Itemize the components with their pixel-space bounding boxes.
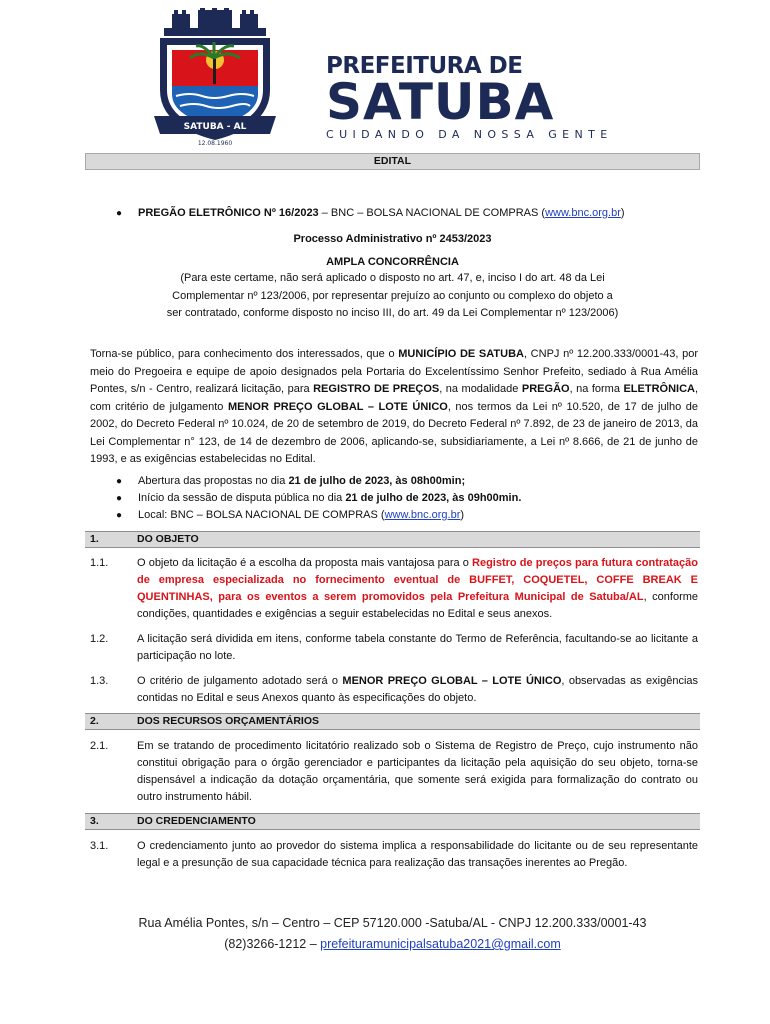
clause-number: 1.1. — [90, 557, 109, 569]
brand-wordmark — [326, 54, 666, 141]
brand-top-text: PREFEITURA DE — [326, 53, 523, 79]
clause-2-1: Em se tratando de procedimento licitatório realizado sob o Sistema de Registro de Preço, cujo instrumento não constitui obrigação para o órgão gerenciador e participantes da licitação pela aquisição do seu objeto, torna-se dispensável a indicação da dotação orçamentária, que somente será exigida para formalização do contrato ou outro instrumento hábil. — [137, 740, 698, 803]
footer-email-link[interactable]: prefeituramunicipalsatuba2021@gmail.com — [320, 937, 561, 951]
bullet-icon: ● — [116, 493, 123, 504]
section-title: DOS RECURSOS ORÇAMENTÁRIOS — [137, 715, 320, 727]
text-run: , com critério de julgamento — [90, 383, 699, 413]
pregao-close: ) — [620, 207, 625, 219]
bold-run: REGISTRO DE PREÇOS — [313, 383, 440, 395]
ampla-concorrencia: AMPLA CONCORRÊNCIA — [326, 256, 459, 268]
text-run: , observadas as exigências contidas no Edital e seus Anexos quanto às especificações do objeto. — [137, 675, 699, 704]
text-run: ) — [460, 509, 465, 521]
brand-main-text: SATUBA — [326, 73, 555, 131]
highlighted-object: Registro de preços para futura contratação de empresa especializada no fornecimento eventual de BUFFET, COQUETEL, COFFE BREAK E QUENTINHAS, para os eventos a serem promovidos pela Prefeitura Municipal de Satuba/AL — [137, 557, 699, 603]
bold-run: MENOR PREÇO GLOBAL – LOTE ÚNICO — [342, 675, 562, 687]
bold-run: PREGÃO — [521, 383, 570, 395]
text-run: Início da sessão de disputa pública no dia — [138, 492, 346, 504]
text-run: , na forma — [569, 383, 624, 395]
text-run: Torna-se público, para conhecimento dos interessados, que o — [90, 348, 399, 360]
letterhead — [150, 8, 670, 148]
clause-number: 2.1. — [90, 740, 109, 752]
footer-phone: (82)3266-1212 – — [224, 937, 321, 951]
text-run: , na modalidade — [439, 383, 522, 395]
sessao-line — [138, 491, 521, 505]
bnc-link[interactable]: www.bnc.org.br — [545, 207, 621, 219]
text-run: O critério de julgamento adotado será o — [137, 675, 343, 687]
text-run: , nos termos da Lei nº 10.520, de 17 de julho de 2002, do Decreto Federal nº 10.024, de 20 de setembro de 2019, do Decreto Federal nº 7.892, de 23 de janeiro de 2013, da Lei Complementar n° 123, de 14 de dezembro de 2006, aplicando-se, subsidiariamente, a Lei nº 8.666, de 21 de junho de 1993, e as exigências estabelecidas no Edital. — [90, 400, 699, 465]
section-number: 1. — [90, 533, 99, 545]
clause-1-1 — [137, 555, 698, 623]
bnc-link[interactable]: www.bnc.org.br — [384, 509, 461, 521]
svg-text:12.08.1960: 12.08.1960 — [197, 140, 233, 147]
abertura-date: 21 de julho de 2023, às 08h00min; — [288, 475, 466, 487]
bullet-icon: ● — [116, 510, 123, 521]
text-run: , conforme condições, quantidades e exigências a seguir estabelecidas no Edital e seus anexos. — [137, 591, 699, 620]
footer-address: Rua Amélia Pontes, s/n – Centro – CEP 57120.000 -Satuba/AL - CNPJ 12.200.333/0001-43 — [138, 916, 647, 930]
text-run: O objeto da licitação é a escolha da proposta mais vantajosa para o — [137, 557, 473, 569]
section-number: 2. — [90, 715, 99, 727]
bullet-icon: ● — [116, 208, 123, 219]
intro-paragraph — [90, 346, 698, 469]
section-number: 3. — [90, 815, 99, 827]
document-title: EDITAL — [85, 153, 700, 170]
clause-3-1: O credenciamento junto ao provedor do sistema implica a responsabilidade do licitante ou de seu representante legal e a presunção de sua capacidade técnica para realização das transações inerentes ao Pregão. — [137, 840, 698, 869]
section-header-objeto — [85, 531, 700, 548]
processo-line: Processo Administrativo nº 2453/2023 — [293, 233, 492, 245]
pregao-line — [138, 206, 625, 220]
clause-number: 3.1. — [90, 840, 109, 852]
clause-1-2: A licitação será dividida em itens, conforme tabela constante do Termo de Referência, facultando-se ao licitante a participação no lote. — [137, 633, 698, 662]
note-line-3: ser contratado, conforme disposto no inciso III, do art. 49 da Lei Complementar nº 123/2006) — [166, 307, 619, 319]
clause-number: 1.2. — [90, 633, 109, 645]
city-crest-icon — [150, 8, 280, 148]
pregao-platform: – BNC – BOLSA NACIONAL DE COMPRAS ( — [318, 207, 546, 219]
abertura-line — [138, 474, 465, 488]
section-title: DO CREDENCIAMENTO — [137, 815, 256, 827]
clause-1-3 — [137, 673, 698, 707]
section-title: DO OBJETO — [137, 533, 199, 545]
pregao-number: PREGÃO ELETRÔNICO Nº 16/2023 — [138, 207, 319, 219]
text-run: Local: BNC – BOLSA NACIONAL DE COMPRAS ( — [138, 509, 385, 521]
note-line-2: Complementar nº 123/2006, por representar prejuízo ao conjunto ou complexo do objeto a — [172, 290, 613, 302]
bold-run: MENOR PREÇO GLOBAL – LOTE ÚNICO — [227, 400, 448, 413]
text-run: , CNPJ nº 12.200.333/0001-43, por meio do Pregoeira e equipe de apoio designados pela Portaria do Excelentíssimo Senhor Prefeito, sediado à Rua Amélia Pontes, s/n - Centro, realizará licitação, para — [90, 348, 699, 395]
section-header-credenciamento — [85, 813, 700, 830]
bold-run: ELETRÔNICA — [623, 383, 695, 395]
text-run: Abertura das propostas no dia — [138, 475, 289, 487]
note-line-1: (Para este certame, não será aplicado o disposto no art. 47, e, inciso I do art. 48 da Lei — [180, 272, 605, 284]
sessao-date: 21 de julho de 2023, às 09h00min. — [345, 492, 522, 504]
bullet-icon: ● — [116, 476, 123, 487]
footer-contact — [85, 937, 700, 951]
clause-number: 1.3. — [90, 675, 109, 687]
local-line — [138, 508, 464, 522]
bold-run: MUNICÍPIO DE SATUBA — [398, 348, 524, 360]
brand-tagline: CUIDANDO DA NOSSA GENTE — [326, 128, 613, 141]
svg-text:SATUBA - AL: SATUBA - AL — [183, 122, 247, 132]
section-header-recursos — [85, 713, 700, 730]
